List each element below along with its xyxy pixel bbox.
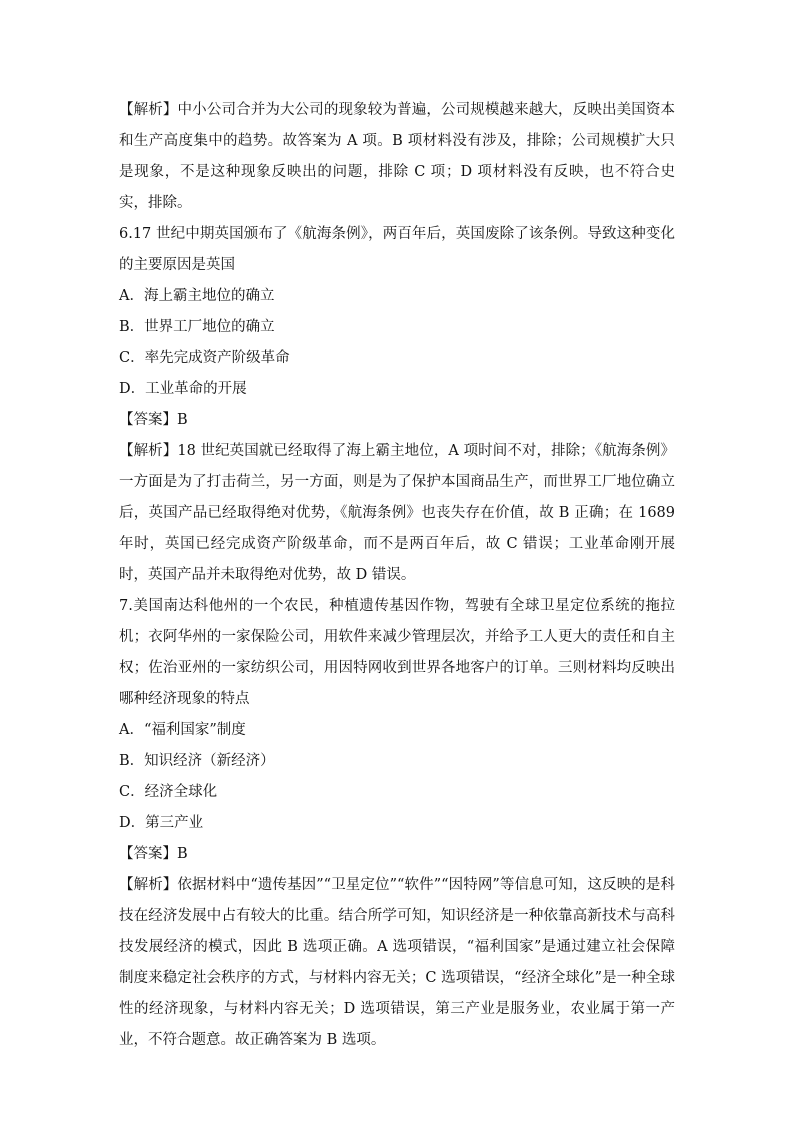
q7-analysis-text: 依据材料中“遗传基因”“卫星定位”“软件”“因特网”等信息可知，这反映的是科技在经济发展中占有较大的比重。结合所学可知，知识经济是一种依靠高新技术与高科技发展经济的模式，因此 B 选项正确。A 选项错误，“福利国家”是通过建立社会保障制度来稳定社会秩序的方式，与材料内容无关；C 选项错误，“经济全球化”是一种全球性的经济现象，与材料内容无关；D 选项错误，第三产业是服务业，农业属于第一产业，不符合题意。故正确答案为 B 选项。 xyxy=(119,877,675,1048)
q7-answer-tag: 【答案】 xyxy=(119,846,177,862)
q7-stem: 7.美国南达科他州的一个农民，种植遗传基因作物，驾驶有全球卫星定位系统的拖拉机；衣阿华州的一家保险公司，用软件来减少管理层次，并给予工人更大的责任和自主权；佐治亚州的一家纺织公司，用因特网收到世界各地客户的订单。三则材料均反映出哪种经济现象的特点 xyxy=(119,598,675,707)
q6-stem: 6.17 世纪中期英国颁布了《航海条例》，两百年后，英国废除了该条例。导致这种变化的主要原因是英国 xyxy=(119,226,675,273)
q6-option-b: B．世界工厂地位的确立 xyxy=(119,319,275,335)
q7-option-a: A．“福利国家”制度 xyxy=(119,722,246,738)
q6-option-d: D．工业革命的开展 xyxy=(119,381,247,397)
q5-analysis-tag: 【解析】 xyxy=(119,102,178,118)
q7-option-b: B．知识经济（新经济） xyxy=(119,753,275,769)
q7-analysis xyxy=(119,870,675,1056)
q6-answer xyxy=(119,405,675,436)
q6-analysis-text: 18 世纪英国就已经取得了海上霸主地位，A 项时间不对，排除；《航海条例》一方面是为了打击荷兰，另一方面，则是为了保护本国商品生产，而世界工厂地位确立后，英国产品已经取得绝对优势，《航海条例》也丧失存在价值，故 B 正确；在 1689 年时，英国已经完成资产阶级革命，而不是两百年后，故 C 错误；工业革命刚开展时，英国产品并未取得绝对优势，故 D 错误。 xyxy=(119,443,676,583)
q5-analysis-text: 中小公司合并为大公司的现象较为普遍，公司规模越来越大，反映出美国资本和生产高度集中的趋势。故答案为 A 项。B 项材料没有涉及，排除；公司规模扩大只是现象，不是这种现象反映出的问题，排除 C 项；D 项材料没有反映，也不符合史实，排除。 xyxy=(119,102,676,211)
q7-option-d: D．第三产业 xyxy=(119,815,204,831)
q5-analysis xyxy=(119,95,675,219)
q6-analysis-tag: 【解析】 xyxy=(119,443,178,459)
q7-answer xyxy=(119,839,675,870)
q7-analysis-tag: 【解析】 xyxy=(119,877,178,893)
document-page xyxy=(119,95,675,1056)
q6-option-c: C．率先完成资产阶级革命 xyxy=(119,350,290,366)
q7-answer-value: B xyxy=(177,846,188,862)
q6-answer-tag: 【答案】 xyxy=(119,412,177,428)
q7-option-c: C．经济全球化 xyxy=(119,784,218,800)
q6-answer-value: B xyxy=(177,412,188,428)
q6-analysis xyxy=(119,436,675,591)
q6-option-a: A．海上霸主地位的确立 xyxy=(119,288,275,304)
